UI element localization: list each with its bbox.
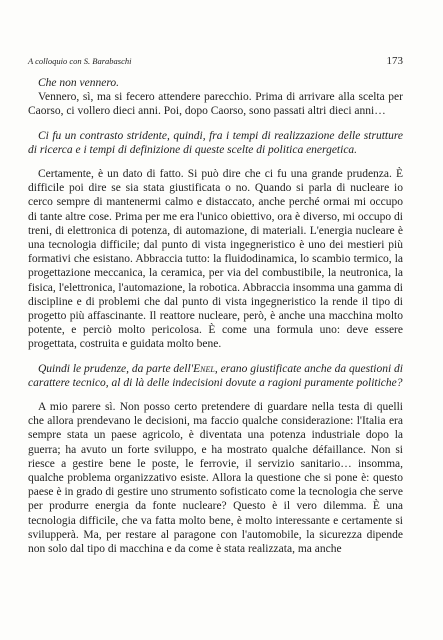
interviewer-question: Ci fu un contrasto stridente, quindi, fra i tempi di realizzazione delle strutture di ricerca e i tempi di definizione di queste scelte di politica energetica.: [28, 129, 403, 156]
question-text: Quindi le prudenze, da parte dell': [38, 362, 194, 375]
question-text: , erano giustificate anche da questioni di carattere tecnico, al di là delle indecisioni dovute a ragioni puramente politiche?: [28, 362, 403, 389]
interviewer-remark: Che non vennero.: [38, 77, 120, 89]
answer-paragraph: A mio parere sì. Non posso certo pretendere di guardare nella testa di quelli che allora prendevano le decisioni, ma faccio qualche considerazione: l'Italia era sempre stata un paese agricolo, è diventata una potenza industriale dopo la guerra; ha avuto un forte sviluppo, e ha mostrato qualche défaillance. Non si riesce a gestire bene le poste, le ferrovie, il servizio sanitario… insomma, qualche problema organizzativo esiste. Allora la questione che si pone è: questo paese è in grado di gestire uno strumento sofisticato come la tecnologia che serve per produrre energia da fonte nucleare? Questo è il vero dilemma. È una tecnologia difficile, che va fatta molto bene, è molto interessante e certamente si svilupperà. Ma, per restare al paragone con l'automobile, la sicurezza dipende non solo dal tipo di macchina e da come è stata realizzata, ma anche: [28, 401, 403, 556]
page-number: 173: [386, 55, 403, 67]
answer-paragraph: Certamente, è un dato di fatto. Si può dire che ci fu una grande prudenza. È difficile poi dire se sia stata giustificata o no. Quando si parla di nucleare io cerco sempre di mantenermi calmo e distaccato, anche perché ormai mi occupo di tante altre cose. Prima per me era l'unico obiettivo, ora è diverso, mi occupo di treni, di elettronica di potenza, di automazione, di materiali. L'energia nucleare è una tecnologia difficile; dal punto di vista ingegneristico è uno dei mestieri più formativi che esistano. Abbraccia tutto: la fluidodinamica, lo scambio termico, la progettazione meccanica, la ceramica, per via del combustibile, la neutronica, la fisica, l'elettronica, l'automazione, la robotica. Abbraccia insomma una gamma di discipline e di problemi che dal punto di vista ingegneristico la rende il tipo di progetto più affascinante. Il reattore nucleare, però, è anche una macchina molto potente, e perciò molto pericolosa. È come una formula uno: deve essere progettata, costruita e guidata molto bene.: [28, 168, 403, 351]
running-head: [28, 55, 403, 67]
enel-acronym: Enel: [193, 362, 215, 375]
interviewer-question: [28, 362, 403, 390]
page-body: [28, 76, 403, 556]
running-title: A colloquio con S. Barabaschi: [28, 56, 132, 66]
answer-paragraph: Vennero, sì, ma si fecero attendere parecchio. Prima di arrivare alla scelta per Caorso, ci vollero dieci anni. Poi, dopo Caorso, sono passati altri dieci anni…: [28, 91, 403, 118]
